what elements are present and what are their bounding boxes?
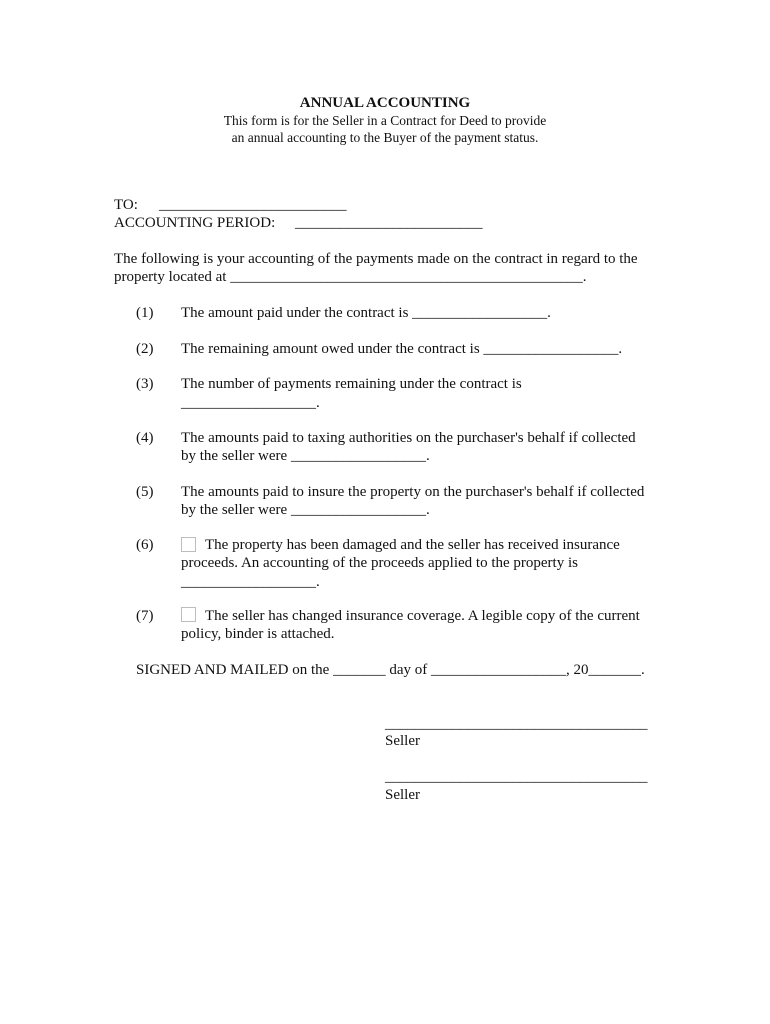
insurance-change-checkbox[interactable] bbox=[181, 607, 196, 622]
to-label: TO: bbox=[114, 197, 138, 213]
item-6-number: (6) bbox=[136, 537, 154, 553]
item-3-text-line-1: The number of payments remaining under the contract is bbox=[181, 376, 522, 392]
item-7-text-line-2: policy, binder is attached. bbox=[181, 626, 335, 642]
item-1-number: (1) bbox=[136, 305, 154, 321]
intro-line-1: The following is your accounting of the payments made on the contract in regard to the bbox=[114, 251, 638, 267]
seller-label-2: Seller bbox=[385, 787, 420, 803]
item-3-number: (3) bbox=[136, 376, 154, 392]
signed-mailed-line: SIGNED AND MAILED on the _______ day of __________________, 20_______. bbox=[136, 662, 645, 678]
item-4-text-line-1: The amounts paid to taxing authorities on the purchaser's behalf if collected bbox=[181, 430, 636, 446]
item-2-text: The remaining amount owed under the contract is __________________. bbox=[181, 341, 623, 357]
accounting-period-field[interactable]: _________________________ bbox=[295, 215, 483, 231]
item-6-text-line-1: The property has been damaged and the seller has received insurance bbox=[205, 537, 620, 553]
accounting-period-label: ACCOUNTING PERIOD: bbox=[114, 215, 276, 231]
item-6-text-line-2: proceeds. An accounting of the proceeds applied to the property is bbox=[181, 555, 578, 571]
document-title: ANNUAL ACCOUNTING bbox=[299, 95, 471, 111]
item-5-text-line-1: The amounts paid to insure the property on the purchaser's behalf if collected bbox=[181, 484, 645, 500]
item-3-text-line-2: __________________. bbox=[181, 395, 320, 411]
item-1-text: The amount paid under the contract is __________________. bbox=[181, 305, 551, 321]
to-field[interactable]: _________________________ bbox=[159, 197, 347, 213]
item-4-text-line-2: by the seller were __________________. bbox=[181, 448, 430, 464]
seller-label-1: Seller bbox=[385, 733, 420, 749]
item-5-number: (5) bbox=[136, 484, 154, 500]
seller-signature-line-1[interactable]: ___________________________________ bbox=[385, 716, 648, 732]
intro-line-2: property located at _______________________________________________. bbox=[114, 269, 587, 285]
item-6-text-line-3: __________________. bbox=[181, 574, 320, 590]
document-subtitle-line-2: an annual accounting to the Buyer of the payment status. bbox=[231, 130, 539, 145]
damage-checkbox[interactable] bbox=[181, 537, 196, 552]
document-subtitle-line-1: This form is for the Seller in a Contract for Deed to provide bbox=[223, 113, 547, 128]
item-7-number: (7) bbox=[136, 608, 154, 624]
seller-signature-line-2[interactable]: ___________________________________ bbox=[385, 769, 648, 785]
item-4-number: (4) bbox=[136, 430, 154, 446]
item-7-text-line-1: The seller has changed insurance coverage. A legible copy of the current bbox=[205, 608, 640, 624]
item-5-text-line-2: by the seller were __________________. bbox=[181, 502, 430, 518]
item-2-number: (2) bbox=[136, 341, 154, 357]
